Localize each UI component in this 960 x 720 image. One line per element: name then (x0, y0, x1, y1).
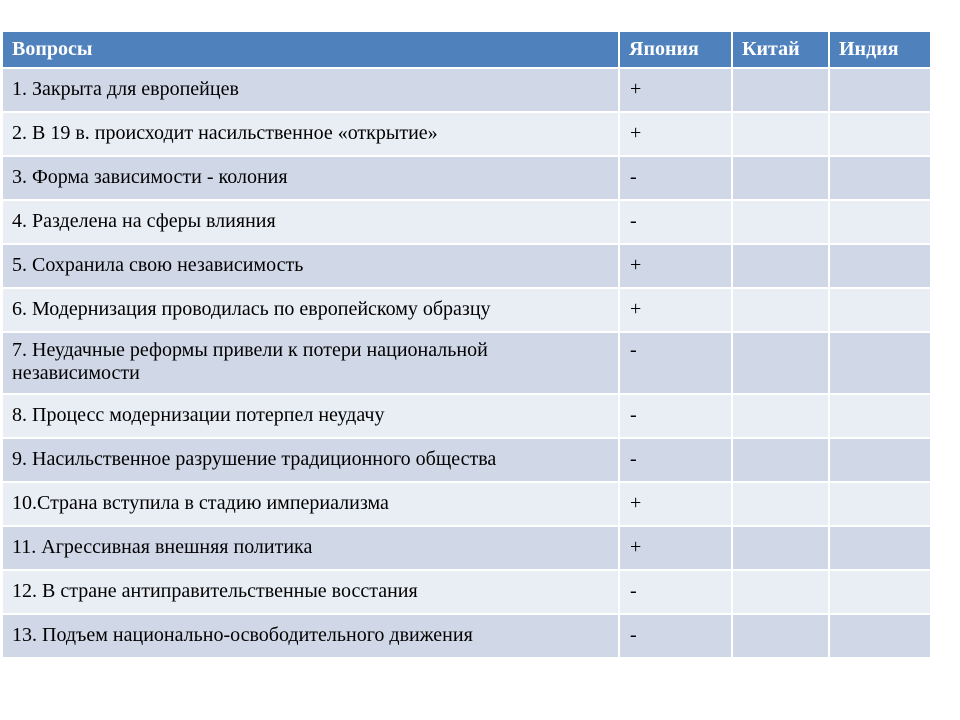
table-row (2, 244, 931, 288)
india-cell (829, 68, 931, 112)
india-cell (829, 156, 931, 200)
japan-cell: + (619, 526, 732, 570)
china-cell (732, 244, 829, 288)
japan-cell: + (619, 68, 732, 112)
china-cell (732, 332, 829, 394)
header-japan: Япония (619, 31, 732, 68)
china-cell (732, 112, 829, 156)
table-row (2, 288, 931, 332)
china-cell (732, 288, 829, 332)
question-cell: 8. Процесс модернизации потерпел неудачу (2, 394, 619, 438)
japan-cell: - (619, 156, 732, 200)
header-india: Индия (829, 31, 931, 68)
table-header-row (2, 31, 931, 68)
china-cell (732, 394, 829, 438)
india-cell (829, 482, 931, 526)
japan-cell: - (619, 438, 732, 482)
china-cell (732, 68, 829, 112)
india-cell (829, 288, 931, 332)
question-cell: 1. Закрыта для европейцев (2, 68, 619, 112)
table-row (2, 68, 931, 112)
japan-cell: + (619, 288, 732, 332)
china-cell (732, 526, 829, 570)
question-cell: 5. Сохранила свою независимость (2, 244, 619, 288)
china-cell (732, 200, 829, 244)
question-cell: 7. Неудачные реформы привели к потери национальной независимости (2, 332, 619, 394)
table-row (2, 200, 931, 244)
table-row (2, 570, 931, 614)
india-cell (829, 332, 931, 394)
india-cell (829, 438, 931, 482)
question-cell: 9. Насильственное разрушение традиционного общества (2, 438, 619, 482)
comparison-table (1, 30, 932, 659)
japan-cell: - (619, 332, 732, 394)
header-questions: Вопросы (2, 31, 619, 68)
india-cell (829, 394, 931, 438)
japan-cell: + (619, 244, 732, 288)
china-cell (732, 570, 829, 614)
question-cell: 3. Форма зависимости - колония (2, 156, 619, 200)
india-cell (829, 244, 931, 288)
question-cell: 2. В 19 в. происходит насильственное «открытие» (2, 112, 619, 156)
question-cell: 4. Разделена на сферы влияния (2, 200, 619, 244)
japan-cell: - (619, 200, 732, 244)
question-cell: 12. В стране антиправительственные восстания (2, 570, 619, 614)
table-row (2, 438, 931, 482)
question-cell: 13. Подъем национально-освободительного движения (2, 614, 619, 658)
china-cell (732, 482, 829, 526)
table-row (2, 614, 931, 658)
table-row (2, 332, 931, 394)
header-china: Китай (732, 31, 829, 68)
india-cell (829, 526, 931, 570)
table-row (2, 112, 931, 156)
china-cell (732, 156, 829, 200)
japan-cell: - (619, 570, 732, 614)
japan-cell: - (619, 614, 732, 658)
table-row (2, 156, 931, 200)
table-row (2, 526, 931, 570)
india-cell (829, 200, 931, 244)
table-row (2, 482, 931, 526)
question-cell: 11. Агрессивная внешняя политика (2, 526, 619, 570)
question-cell: 10.Страна вступила в стадию империализма (2, 482, 619, 526)
table-row (2, 394, 931, 438)
india-cell (829, 570, 931, 614)
china-cell (732, 614, 829, 658)
india-cell (829, 112, 931, 156)
china-cell (732, 438, 829, 482)
japan-cell: + (619, 112, 732, 156)
india-cell (829, 614, 931, 658)
japan-cell: - (619, 394, 732, 438)
question-cell: 6. Модернизация проводилась по европейскому образцу (2, 288, 619, 332)
japan-cell: + (619, 482, 732, 526)
